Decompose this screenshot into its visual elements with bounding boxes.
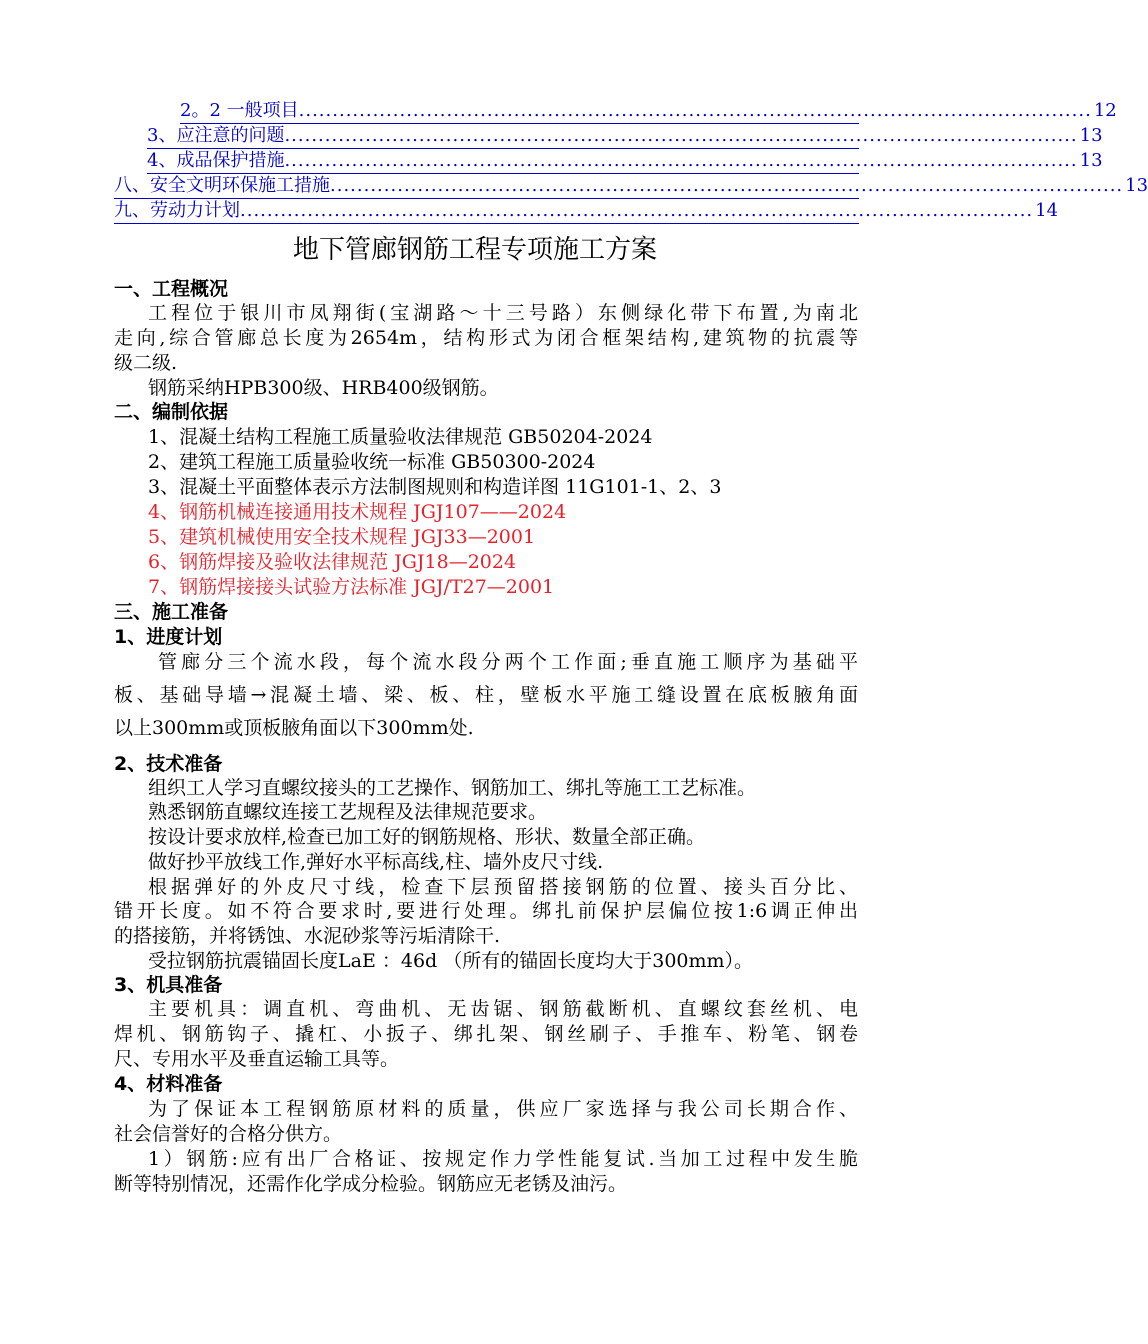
paragraph-line: 主要机具：调直机、弯曲机、无齿锯、钢筋截断机、直螺纹套丝机、电 xyxy=(148,998,858,1020)
toc-leader-dots: ...................................................................................................................... xyxy=(298,100,1092,121)
section-heading: 三、施工准备 xyxy=(114,601,229,623)
section-heading: 二、编制依据 xyxy=(114,401,229,423)
paragraph-line: 管廊分三个流水段，每个流水段分两个工作面;垂直施工顺序为基础平 xyxy=(158,651,858,673)
reference-item: 3、混凝土平面整体表示方法制图规则和构造详图 11G101-1、2、3 xyxy=(148,476,722,498)
paragraph-line: 断等特别情况，还需作化学成分检验。钢筋应无老锈及油污。 xyxy=(114,1173,628,1195)
toc-entry-label: 九、劳动力计划 xyxy=(114,200,240,221)
toc-entry-page: 13 xyxy=(1125,175,1148,196)
toc-entry-label: 3、应注意的问题 xyxy=(147,125,285,146)
toc-leader-dots: ...................................................................................................................... xyxy=(284,150,1078,171)
toc-leader-dots: ...................................................................................................................... xyxy=(284,125,1078,146)
paragraph-line: 按设计要求放样,检查已加工好的钢筋规格、形状、数量全部正确。 xyxy=(148,826,706,848)
paragraph-line: 社会信誉好的合格分供方。 xyxy=(114,1123,343,1145)
paragraph-line: 焊机、钢筋钩子、撬杠、小扳子、绑扎架、钢丝刷子、手推车、粉笔、钢卷 xyxy=(114,1023,858,1045)
paragraph-line: 钢筋采纳HPB300级、HRB400级钢筋。 xyxy=(148,377,499,399)
toc-entry[interactable] xyxy=(114,200,1059,224)
subsection-heading: 4、材料准备 xyxy=(114,1073,223,1095)
toc-entry-page: 13 xyxy=(1079,125,1103,146)
reference-item: 6、钢筋焊接及验收法律规范 JGJ18—2024 xyxy=(148,551,517,573)
paragraph-line: 熟悉钢筋直螺纹连接工艺规程及法律规范要求。 xyxy=(148,801,548,823)
section-heading: 一、工程概况 xyxy=(114,278,229,300)
toc-leader-dots: ...................................................................................................................... xyxy=(330,175,1124,196)
paragraph-line: 工程位于银川市凤翔街(宝湖路～十三号路）东侧绿化带下布置,为南北 xyxy=(148,302,858,324)
paragraph-line: 的搭接筋，并将锈蚀、水泥砂浆等污垢清除干. xyxy=(114,925,501,947)
toc-entry[interactable] xyxy=(180,100,1117,124)
paragraph-line: 以上300mm或顶板腋角面以下300mm处. xyxy=(114,717,474,739)
toc-entry[interactable] xyxy=(114,175,1148,199)
paragraph-line: 组织工人学习直螺纹接头的工艺操作、钢筋加工、绑扎等施工工艺标准。 xyxy=(148,777,757,799)
paragraph-line: 尺、专用水平及垂直运输工具等。 xyxy=(114,1048,400,1070)
toc-entry-page: 13 xyxy=(1079,150,1103,171)
paragraph-line: 级二级. xyxy=(114,352,178,374)
reference-item: 7、钢筋焊接接头试验方法标准 JGJ/T27—2001 xyxy=(148,576,555,598)
paragraph-line: 错开长度。如不符合要求时,要进行处理。绑扎前保护层偏位按1:6调正伸出 xyxy=(114,900,858,922)
toc-entry-label: 4、成品保护措施 xyxy=(147,150,285,171)
toc-entry-label: 2。2 一般项目 xyxy=(180,100,299,121)
paragraph-line: 做好抄平放线工作,弹好水平标高线,柱、墙外皮尺寸线. xyxy=(148,851,604,873)
paragraph-line: 板、基础导墙→混凝土墙、梁、板、柱，壁板水平施工缝设置在底板腋角面 xyxy=(114,684,858,706)
toc-entry-page: 14 xyxy=(1035,200,1059,221)
paragraph-line: 1）钢筋:应有出厂合格证、按规定作力学性能复试.当加工过程中发生脆 xyxy=(148,1148,858,1170)
toc-entry-page: 12 xyxy=(1093,100,1117,121)
reference-item: 1、混凝土结构工程施工质量验收法律规范 GB50204-2024 xyxy=(148,426,653,448)
subsection-heading: 3、机具准备 xyxy=(114,974,223,996)
toc-entry[interactable] xyxy=(147,125,1103,149)
reference-item: 5、建筑机械使用安全技术规程 JGJ33—2001 xyxy=(148,526,536,548)
paragraph-line: 走向,综合管廊总长度为2654m，结构形式为闭合框架结构,建筑物的抗震等 xyxy=(114,327,858,349)
subsection-heading: 1、进度计划 xyxy=(114,626,223,648)
reference-item: 2、建筑工程施工质量验收统一标准 GB50300-2024 xyxy=(148,451,596,473)
toc-entry[interactable] xyxy=(147,150,1103,174)
reference-item: 4、钢筋机械连接通用技术规程 JGJ107——2024 xyxy=(148,501,567,523)
toc-leader-dots: ...................................................................................................................... xyxy=(240,200,1034,221)
paragraph-line: 受拉钢筋抗震锚固长度LaE ：46d （所有的锚固长度均大于300mm）。 xyxy=(148,950,754,972)
subsection-heading: 2、技术准备 xyxy=(114,753,223,775)
paragraph-line: 根据弹好的外皮尺寸线，检查下层预留搭接钢筋的位置、接头百分比、 xyxy=(148,876,858,898)
paragraph-line: 为了保证本工程钢筋原材料的质量，供应厂家选择与我公司长期合作、 xyxy=(148,1098,858,1120)
document-title: 地下管廊钢筋工程专项施工方案 xyxy=(292,235,657,265)
toc-entry-label: 八、安全文明环保施工措施 xyxy=(114,175,330,196)
